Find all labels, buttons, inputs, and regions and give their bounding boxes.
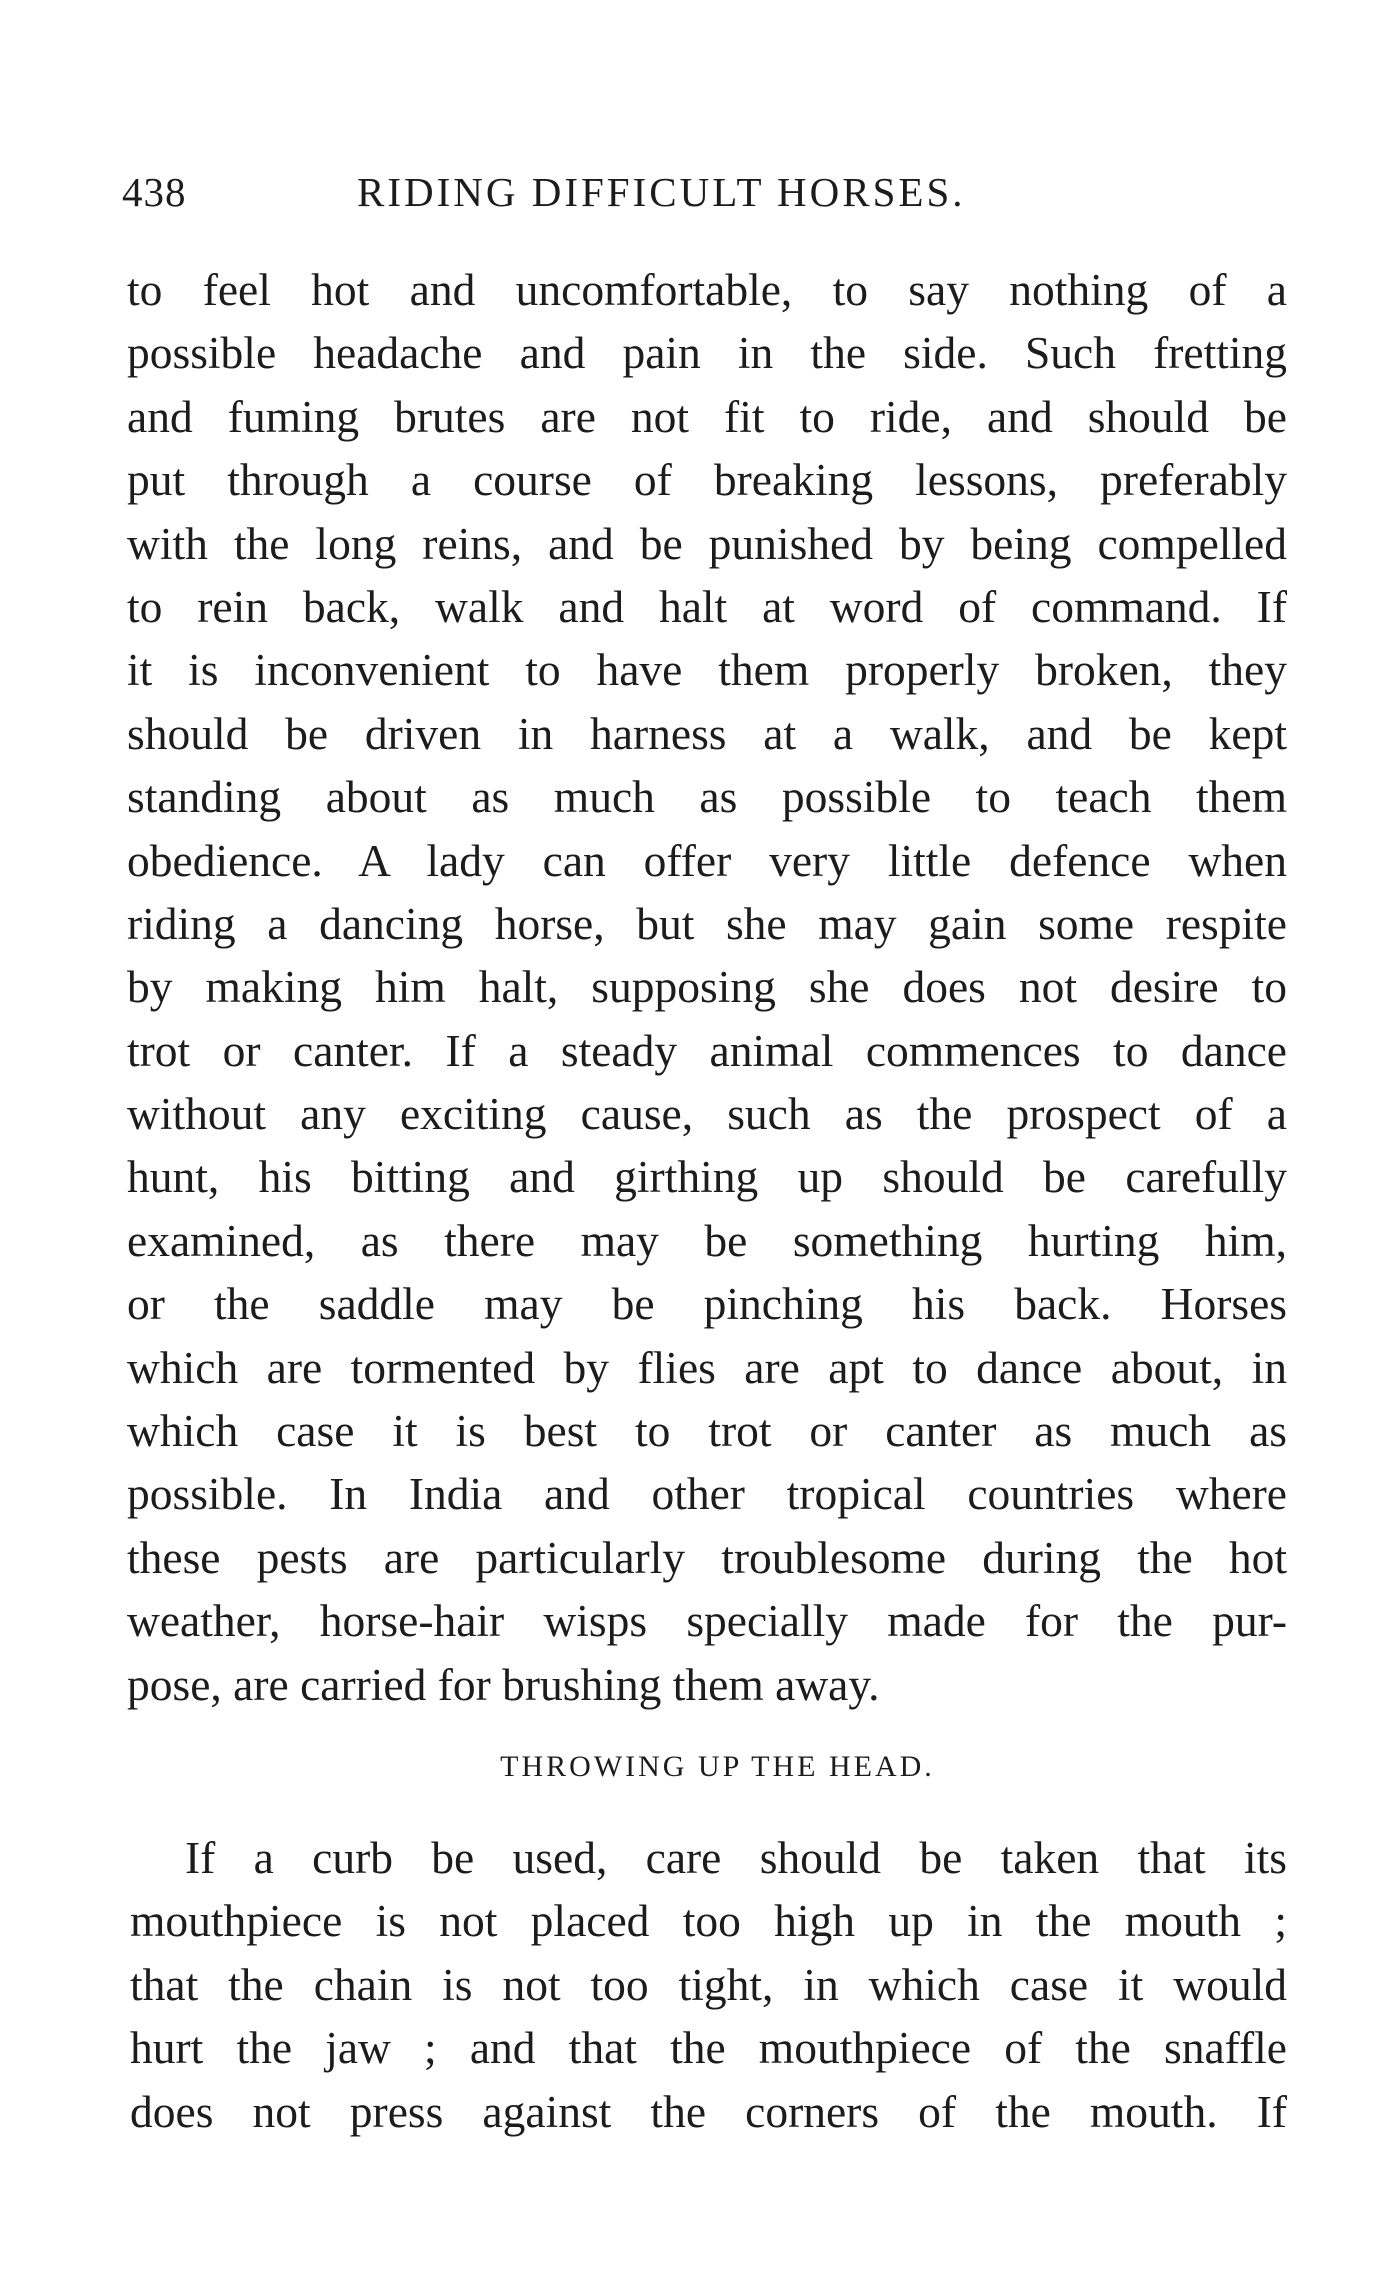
- text-line: to feel hot and uncomfortable, to say nothing of a: [127, 264, 1287, 315]
- text-line: which case it is best to trot or canter as much as: [127, 1405, 1287, 1457]
- text-line: that the chain is not too tight, in which case it would: [130, 1958, 1287, 2010]
- text-line: If a curb be used, care should be taken that its: [185, 1832, 1287, 1883]
- text-line: or the saddle may be pinching his back. Horses: [127, 1278, 1287, 1330]
- body-paragraph-1: [127, 258, 1287, 1716]
- text-line: it is inconvenient to have them properly broken, they: [127, 644, 1287, 696]
- text-line: without any exciting cause, such as the prospect of a: [127, 1088, 1287, 1140]
- text-line: these pests are particularly troublesome during the hot: [127, 1531, 1287, 1583]
- text-line: hunt, his bitting and girthing up should be carefully: [127, 1151, 1287, 1203]
- text-line: possible headache and pain in the side. Such fretting: [127, 327, 1287, 379]
- text-line: examined, as there may be something hurting him,: [127, 1214, 1287, 1266]
- text-line: which are tormented by flies are apt to dance about, in: [127, 1341, 1287, 1393]
- text-line: hurt the jaw ; and that the mouthpiece of the snaffle: [130, 2022, 1287, 2074]
- text-line: riding a dancing horse, but she may gain some respite: [127, 897, 1287, 949]
- running-head: [122, 168, 1292, 228]
- body-paragraph-2: [130, 1826, 1287, 2143]
- text-line: by making him halt, supposing she does not desire to: [127, 961, 1287, 1013]
- text-line: with the long reins, and be punished by being compelled: [127, 517, 1287, 569]
- text-line: standing about as much as possible to teach them: [127, 771, 1287, 823]
- running-title: RIDING DIFFICULT HORSES.: [357, 169, 966, 215]
- text-line: should be driven in harness at a walk, and be kept: [127, 707, 1287, 759]
- section-heading: [0, 1750, 1377, 1784]
- text-line: to rein back, walk and halt at word of command. If: [127, 580, 1287, 632]
- text-line: weather, horse-hair wisps specially made for the pur-: [127, 1595, 1287, 1647]
- text-line: pose, are carried for brushing them away.: [127, 1658, 880, 1710]
- text-line: obedience. A lady can offer very little defence when: [127, 834, 1287, 886]
- text-line: mouthpiece is not placed too high up in the mouth ;: [130, 1895, 1287, 1947]
- text-line: and fuming brutes are not fit to ride, and should be: [127, 390, 1287, 442]
- page-number: 438: [122, 169, 187, 215]
- text-line: possible. In India and other tropical countries where: [127, 1468, 1287, 1520]
- text-line: trot or canter. If a steady animal commences to dance: [127, 1024, 1287, 1076]
- text-line: put through a course of breaking lessons, preferably: [127, 454, 1287, 506]
- text-line: does not press against the corners of the mouth. If: [130, 2085, 1287, 2137]
- section-heading-text: THROWING UP THE HEAD.: [500, 1750, 935, 1783]
